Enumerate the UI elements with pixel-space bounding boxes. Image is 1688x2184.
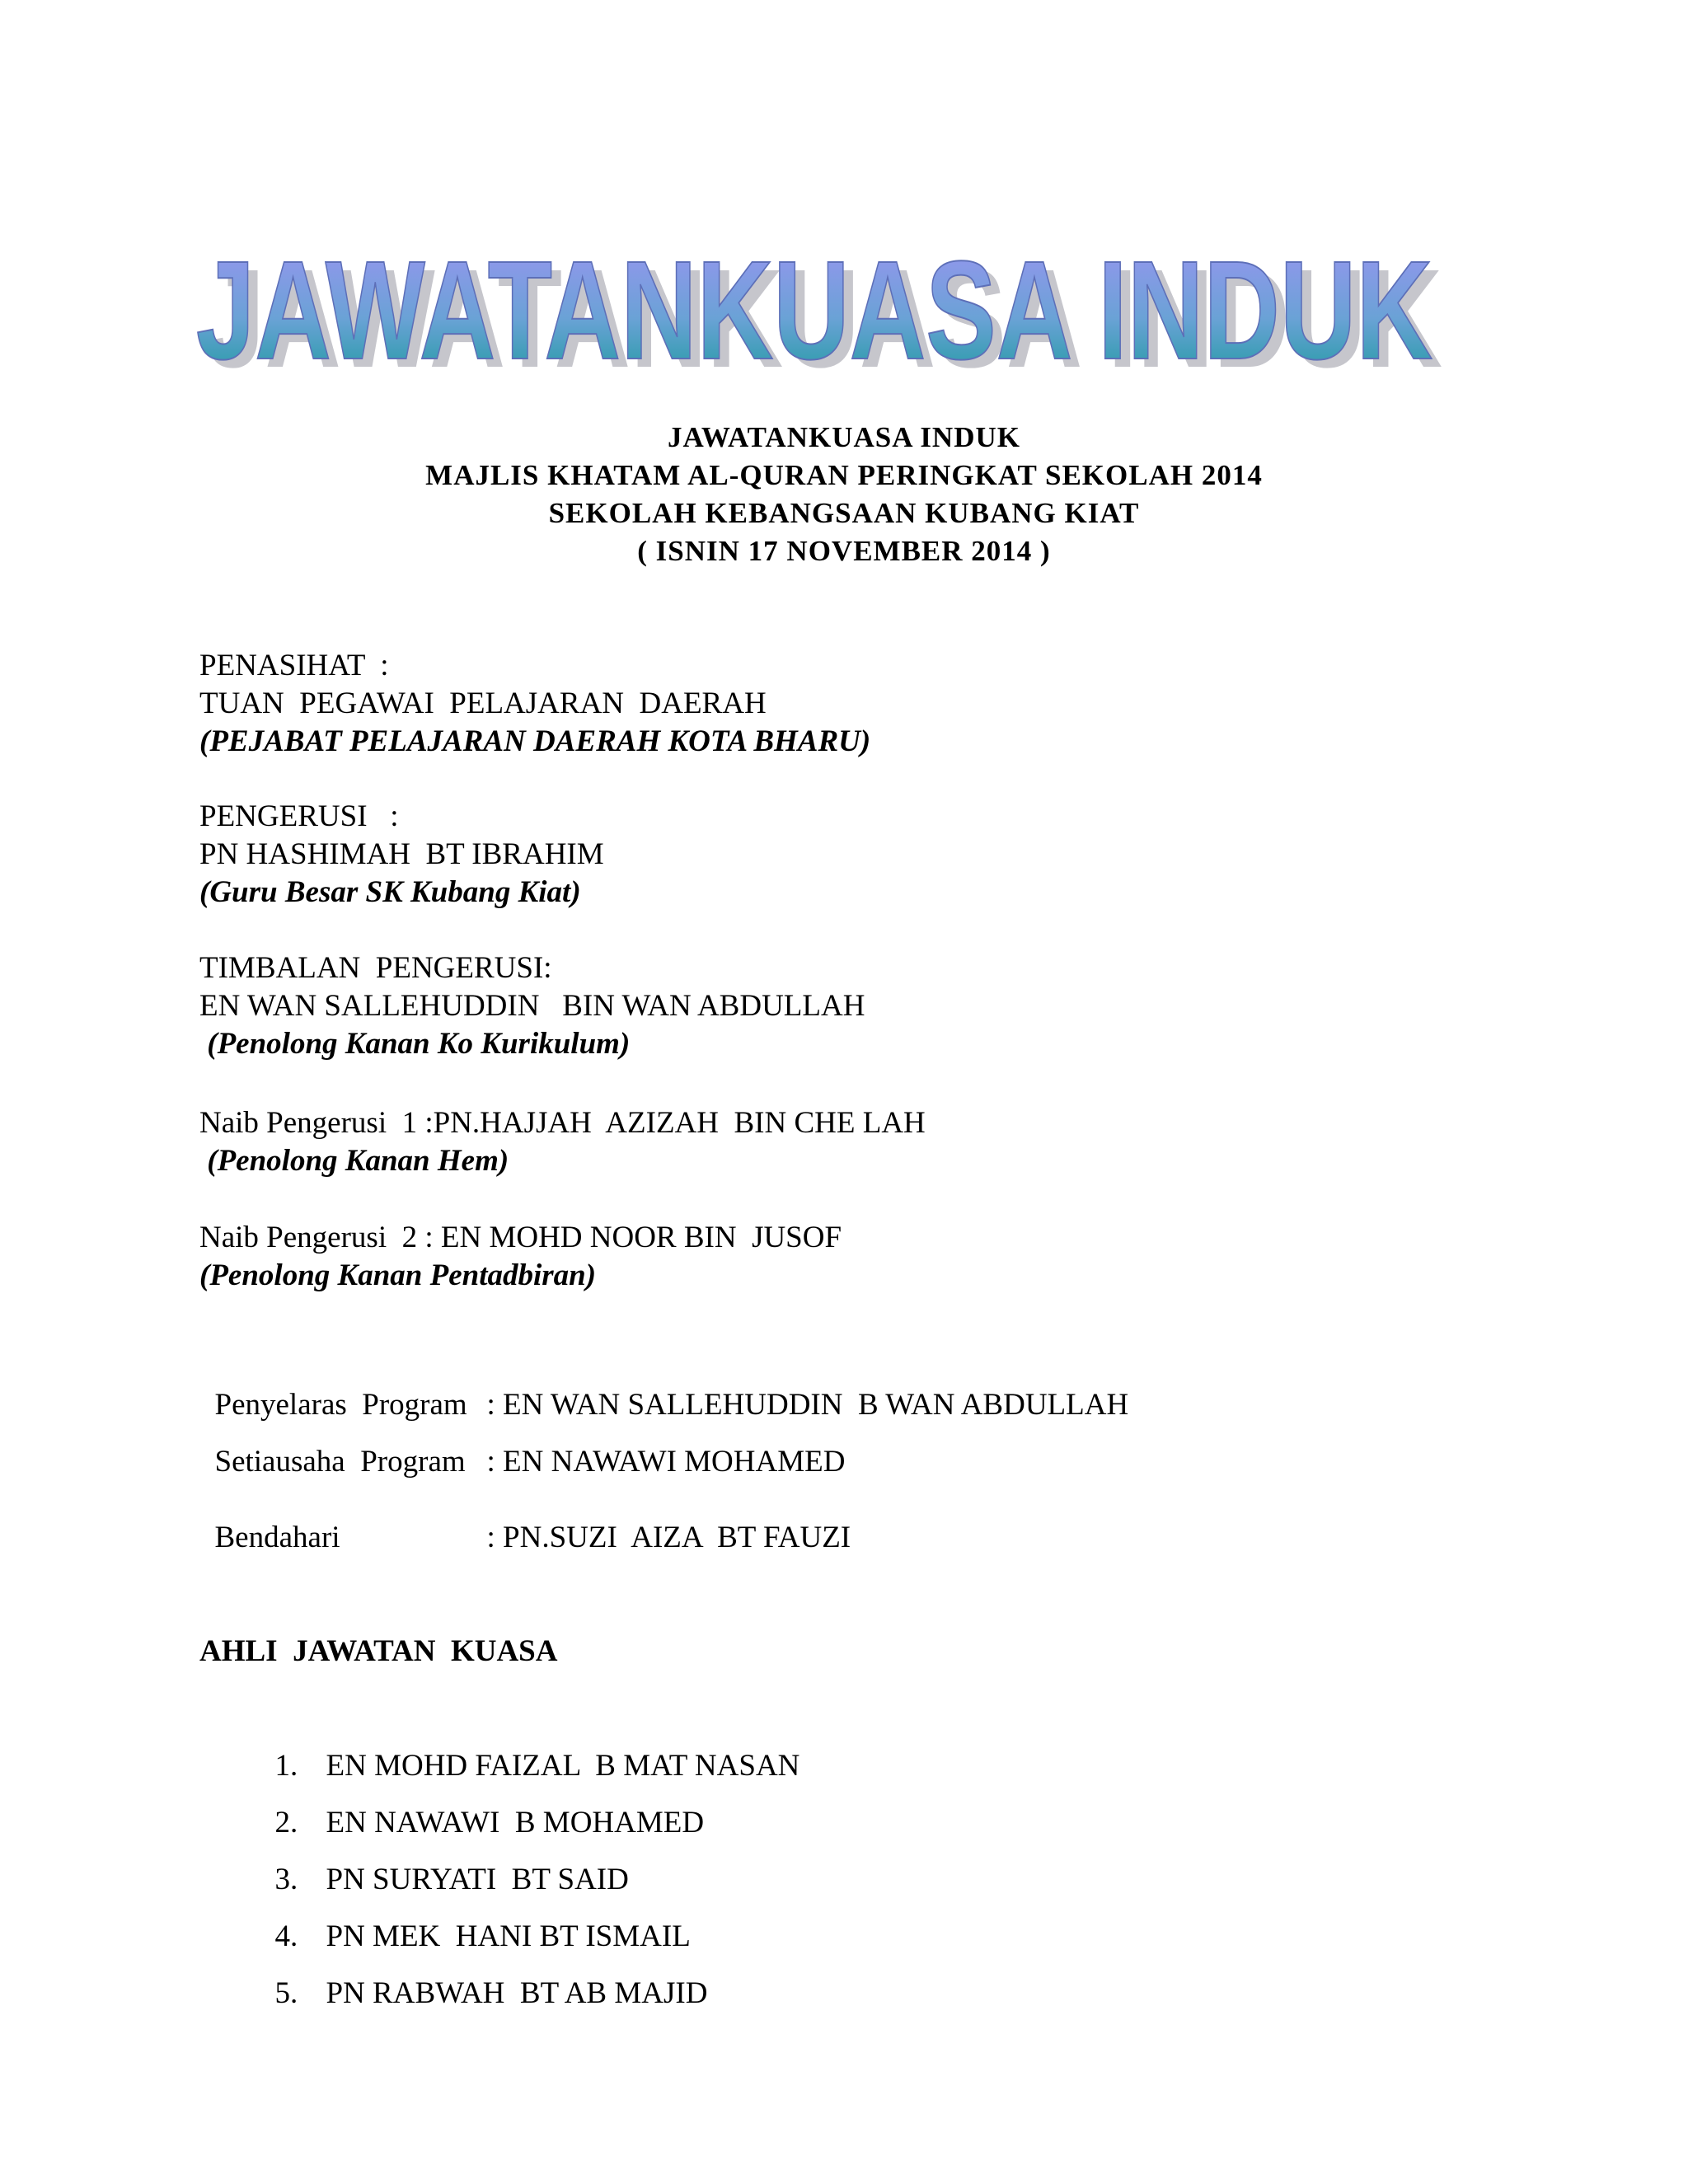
penasihat-name: TUAN PEGAWAI PELAJARAN DAERAH bbox=[199, 687, 767, 720]
list-number: 4. bbox=[274, 1919, 298, 1953]
wordart-text: JAWATANKUASA INDUK bbox=[196, 232, 1432, 387]
ahli-title: AHLI JAWATAN KUASA bbox=[199, 1634, 558, 1668]
naib-pengerusi-1-role: (Penolong Kanan Hem) bbox=[199, 1144, 509, 1178]
officer-row bbox=[199, 1481, 851, 1557]
pengerusi-role: (Guru Besar SK Kubang Kiat) bbox=[199, 875, 581, 909]
pengerusi-name: PN HASHIMAH BT IBRAHIM bbox=[199, 837, 604, 871]
officer-label: Penyelaras Program bbox=[214, 1388, 467, 1422]
header-title: JAWATANKUASA INDUK bbox=[667, 421, 1020, 453]
header-date: ( ISNIN 17 NOVEMBER 2014 ) bbox=[637, 535, 1051, 567]
wordart-shadow: JAWATANKUASA INDUK bbox=[206, 241, 1442, 387]
pengerusi-label: PENGERUSI : bbox=[199, 799, 399, 833]
list-number: 2. bbox=[274, 1806, 298, 1840]
member-name: EN MOHD FAIZAL B MAT NASAN bbox=[326, 1749, 800, 1783]
timbalan-name: EN WAN SALLEHUDDIN BIN WAN ABDULLAH bbox=[199, 989, 865, 1023]
list-number: 5. bbox=[274, 1976, 298, 2010]
member-name: PN SURYATI BT SAID bbox=[326, 1863, 629, 1896]
timbalan-role: (Penolong Kanan Ko Kurikulum) bbox=[199, 1027, 631, 1061]
officer-label: Setiausaha Program bbox=[214, 1445, 466, 1479]
naib-pengerusi-1: Naib Pengerusi 1 :PN.HAJJAH AZIZAH BIN CHE LAH bbox=[199, 1106, 926, 1140]
officer-label: Bendahari bbox=[214, 1521, 340, 1554]
penasihat-role: (PEJABAT PELAJARAN DAERAH KOTA BHARU) bbox=[199, 724, 871, 758]
member-name: PN MEK HANI BT ISMAIL bbox=[326, 1919, 691, 1953]
member-name: EN NAWAWI B MOHAMED bbox=[326, 1806, 705, 1840]
officer-row bbox=[199, 1405, 845, 1481]
officer-value: : EN WAN SALLEHUDDIN B WAN ABDULLAH bbox=[486, 1388, 1129, 1422]
header-school: SEKOLAH KEBANGSAAN KUBANG KIAT bbox=[548, 497, 1140, 529]
list-number: 3. bbox=[274, 1863, 298, 1896]
naib-pengerusi-2: Naib Pengerusi 2 : EN MOHD NOOR BIN JUSOF bbox=[199, 1221, 842, 1254]
officer-value: : PN.SUZI AIZA BT FAUZI bbox=[486, 1521, 851, 1554]
wordart-banner bbox=[190, 214, 1451, 387]
naib-pengerusi-2-role: (Penolong Kanan Pentadbiran) bbox=[199, 1258, 597, 1292]
officer-value: : EN NAWAWI MOHAMED bbox=[486, 1445, 846, 1479]
wordart-graphic bbox=[190, 214, 1451, 387]
timbalan-label: TIMBALAN PENGERUSI: bbox=[199, 951, 552, 985]
header-event: MAJLIS KHATAM AL-QURAN PERINGKAT SEKOLAH 2014 bbox=[425, 459, 1263, 491]
list-item bbox=[260, 1937, 707, 2013]
list-number: 1. bbox=[274, 1749, 298, 1783]
penasihat-label: PENASIHAT : bbox=[199, 649, 389, 682]
member-name: PN RABWAH BT AB MAJID bbox=[326, 1976, 708, 2010]
